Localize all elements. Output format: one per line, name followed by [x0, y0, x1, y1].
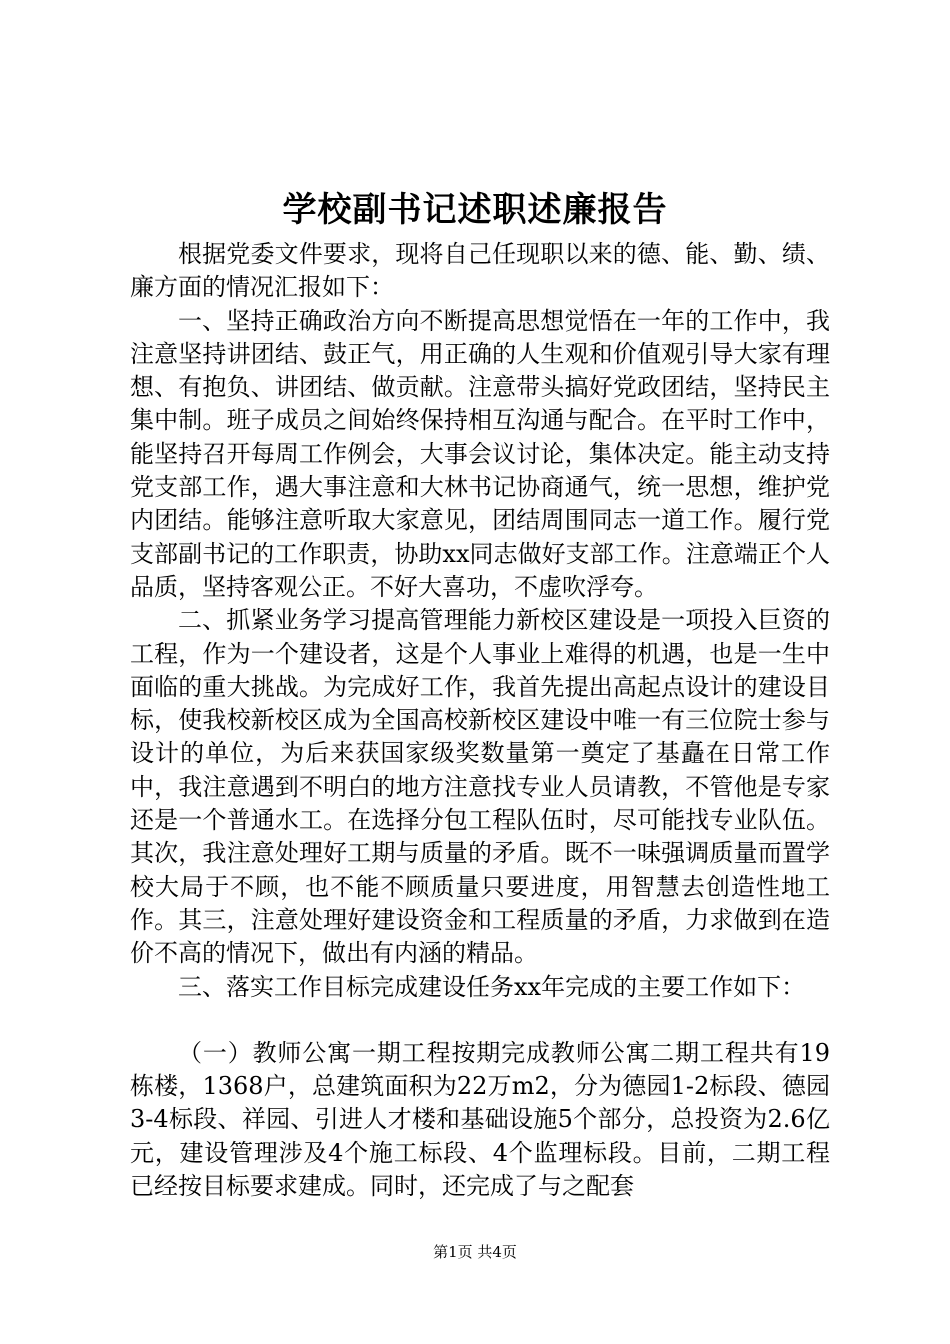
paragraph-section-3: 三、落实工作目标完成建设任务xx年完成的主要工作如下： — [178, 972, 806, 1001]
document-body — [130, 238, 830, 1203]
paragraph-subsection-1: （一）教师公寓一期工程按期完成教师公寓二期工程共有19栋楼，1368户，总建筑面积为22万m2，分为德园1-2标段、德园3-4标段、祥园、引进人才楼和基础设施5个部分，总投资为2.6亿元，建设管理涉及4个施工标段、4个监理标段。目前，二期工程已经按目标要求建成。同时，还完成了与之配套 — [130, 1038, 830, 1201]
paragraph-intro: 根据党委文件要求，现将自己任现职以来的德、能、勤、绩、廉方面的情况汇报如下： — [130, 240, 830, 302]
paragraph-section-2: 二、抓紧业务学习提高管理能力新校区建设是一项投入巨资的工程，作为一个建设者，这是个人事业上难得的机遇，也是一生中面临的重大挑战。为完成好工作，我首先提出高起点设计的建设目标，使我校新校区成为全国高校新校区建设中唯一有三位院士参与设计的单位，为后来获国家级奖数量第一奠定了基矗在日常工作中，我注意遇到不明白的地方注意找专业人员请教，不管他是专家还是一个普通水工。在选择分包工程队伍时，尽可能找专业队伍。其次，我注意处理好工期与质量的矛盾。既不一味强调质量而置学校大局于不顾，也不能不顾质量只要进度，用智慧去创造性地工作。其三，注意处理好建设资金和工程质量的矛盾，力求做到在造价不高的情况下，做出有内涵的精品。 — [130, 606, 830, 968]
paragraph-section-1: 一、坚持正确政治方向不断提高思想觉悟在一年的工作中，我注意坚持讲团结、鼓正气，用正确的人生观和价值观引导大家有理想、有抱负、讲团结、做贡献。注意带头搞好党政团结，坚持民主集中制。班子成员之间始终保持相互沟通与配合。在平时工作中，能坚持召开每周工作例会，大事会议讨论，集体决定。能主动支持党支部工作，遇大事注意和大林书记协商通气，统一思想，维护党内团结。能够注意听取大家意见，团结周围同志一道工作。履行党支部副书记的工作职责，协助xx同志做好支部工作。注意端正个人品质，坚持客观公正。不好大喜功，不虚吹浮夸。 — [130, 306, 830, 601]
document-title: 学校副书记述职述廉报告 — [282, 190, 668, 230]
page-number-footer: 第1页 共4页 — [433, 1243, 517, 1261]
